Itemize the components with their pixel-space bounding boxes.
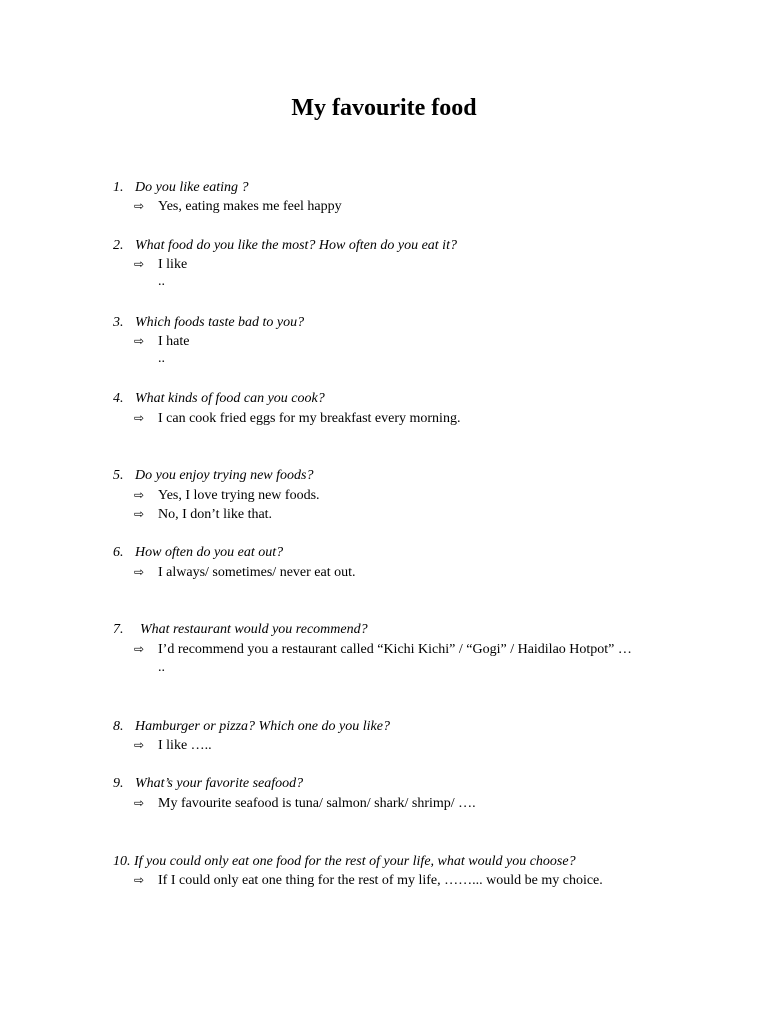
answer-line <box>134 332 189 351</box>
question-line <box>113 466 313 485</box>
answer-line <box>134 736 212 755</box>
answer-line <box>134 794 476 813</box>
question-line <box>113 313 304 332</box>
question-text: Do you like eating ? <box>135 180 249 195</box>
arrow-right-icon: ⇨ <box>134 257 145 271</box>
question-text: Hamburger or pizza? Which one do you like? <box>135 719 390 734</box>
answer-text: I like ….. <box>158 738 212 753</box>
answer-text: I like <box>158 257 188 272</box>
answer-text: Yes, eating makes me feel happy <box>158 199 342 214</box>
answer-continuation: .. <box>158 274 165 289</box>
question-text: How often do you eat out? <box>135 545 284 560</box>
question-text: What restaurant would you recommend? <box>140 622 368 637</box>
answer-text: Yes, I love trying new foods. <box>158 488 320 503</box>
question-line <box>113 852 576 871</box>
question-number: 6. <box>113 545 124 560</box>
question-number: 8. <box>113 719 124 734</box>
answer-line <box>134 197 342 216</box>
question-number: 10. <box>113 854 131 869</box>
question-line <box>113 236 457 255</box>
question-line <box>113 543 283 562</box>
answer-line <box>134 409 460 428</box>
arrow-right-icon: ⇨ <box>134 199 145 213</box>
question-line <box>113 717 390 736</box>
question-text: What kinds of food can you cook? <box>135 391 325 406</box>
arrow-right-icon: ⇨ <box>134 796 145 810</box>
arrow-right-icon: ⇨ <box>134 488 145 502</box>
question-number: 3. <box>113 315 124 330</box>
answer-text: My favourite seafood is tuna/ salmon/ shark/ shrimp/ …. <box>158 796 476 811</box>
answer-continuation: .. <box>158 660 165 675</box>
answer-continuation: .. <box>158 351 165 366</box>
arrow-right-icon: ⇨ <box>134 642 145 656</box>
arrow-right-icon: ⇨ <box>134 334 145 348</box>
arrow-right-icon: ⇨ <box>134 738 145 752</box>
answer-line <box>134 871 603 890</box>
arrow-right-icon: ⇨ <box>134 507 145 521</box>
answer-line <box>134 255 187 274</box>
question-text: Which foods taste bad to you? <box>135 315 305 330</box>
question-number: 1. <box>113 180 124 195</box>
arrow-right-icon: ⇨ <box>134 873 145 887</box>
question-text: What food do you like the most? How often do you eat it? <box>135 238 457 253</box>
answer-line <box>134 640 632 659</box>
answer-line <box>134 563 356 582</box>
question-text: What’s your favorite seafood? <box>135 776 304 791</box>
question-number: 2. <box>113 238 124 253</box>
answer-text: I hate <box>158 334 190 349</box>
question-line <box>113 178 249 197</box>
answer-text: I always/ sometimes/ never eat out. <box>158 565 356 580</box>
answer-text: I’d recommend you a restaurant called “Kichi Kichi” / “Gogi” / Haidilao Hotpot” … <box>158 642 632 657</box>
question-line <box>113 620 368 639</box>
question-text: If you could only eat one food for the rest of your life, what would you choose? <box>134 854 576 869</box>
arrow-right-icon: ⇨ <box>134 565 145 579</box>
question-number: 4. <box>113 391 124 406</box>
answer-line <box>134 486 320 505</box>
answer-line <box>134 505 272 524</box>
question-text: Do you enjoy trying new foods? <box>135 468 314 483</box>
question-line <box>113 389 325 408</box>
page-title: My favourite food <box>291 95 477 121</box>
arrow-right-icon: ⇨ <box>134 411 145 425</box>
answer-text: I can cook fried eggs for my breakfast every morning. <box>158 411 461 426</box>
question-line <box>113 774 303 793</box>
question-number: 9. <box>113 776 124 791</box>
answer-text: If I could only eat one thing for the rest of my life, ……... would be my choice. <box>158 873 603 888</box>
question-number: 5. <box>113 468 124 483</box>
question-number: 7. <box>113 622 124 637</box>
answer-text: No, I don’t like that. <box>158 507 273 522</box>
